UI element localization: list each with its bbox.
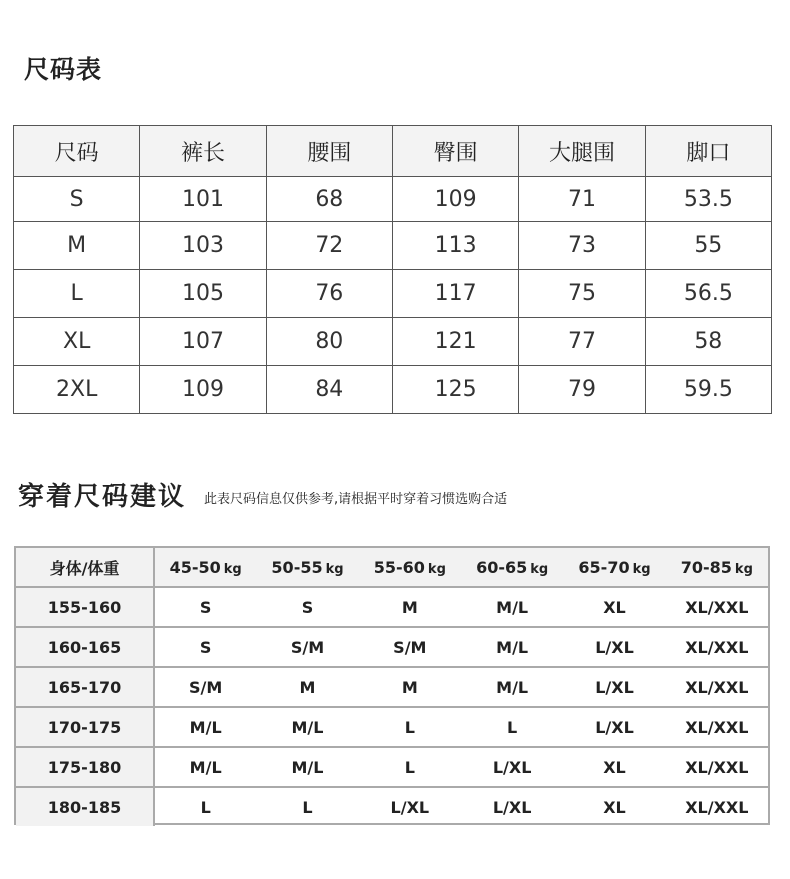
table-row (14, 366, 772, 414)
table-cell: 75 (519, 270, 645, 318)
size-cell: L (302, 797, 313, 817)
weight-unit: kg (223, 561, 242, 577)
weight-header (461, 548, 563, 587)
table-cell: 53.5 (645, 177, 771, 222)
weight-range: 60-65 (476, 557, 528, 577)
table-row (14, 222, 772, 270)
weight-range: 70-85 (680, 557, 732, 577)
header-cell: 臀围 (392, 126, 518, 177)
table-cell: 59.5 (645, 366, 771, 414)
recommendation-header-row (16, 548, 768, 587)
size-cell: S (154, 627, 256, 667)
table-cell: 58 (645, 318, 771, 366)
height-cell: 155-160 (16, 587, 154, 627)
header-cell: 脚口 (645, 126, 771, 177)
weight-header (256, 548, 358, 587)
size-cell: L (200, 797, 211, 817)
table-row (14, 270, 772, 318)
weight-header (154, 548, 256, 587)
size-cell: XL/XXL (666, 667, 768, 707)
size-cell: XL/XXL (685, 797, 749, 817)
table-cell: 79 (519, 366, 645, 414)
size-cell: L/XL (563, 627, 665, 667)
table-cell: 109 (140, 366, 266, 414)
size-cell: L/XL (563, 667, 665, 707)
table-cell: 72 (266, 222, 392, 270)
size-cell: L/XL (563, 707, 665, 747)
size-cell: XL/XXL (666, 627, 768, 667)
table-row (16, 707, 768, 747)
size-cell: M/L (461, 667, 563, 707)
size-chart-table (13, 125, 772, 414)
table-cell: 84 (266, 366, 392, 414)
weight-range: 65-70 (578, 557, 630, 577)
table-cell: M (14, 222, 140, 270)
size-cell: M (359, 587, 461, 627)
table-cell: 55 (645, 222, 771, 270)
size-cell: M (256, 667, 358, 707)
size-cell: M/L (256, 707, 358, 747)
table-cell: 56.5 (645, 270, 771, 318)
table-cell: 73 (519, 222, 645, 270)
recommendation-table (16, 548, 768, 826)
size-cell: L/XL (461, 747, 563, 787)
size-chart-header-row (14, 126, 772, 177)
table-cell: 105 (140, 270, 266, 318)
table-cell: 2XL (14, 366, 140, 414)
size-cell: M/L (461, 587, 563, 627)
weight-range: 55-60 (373, 557, 425, 577)
weight-unit: kg (325, 561, 344, 577)
size-cell: S/M (256, 627, 358, 667)
size-cell: S/M (154, 667, 256, 707)
table-cell: 101 (140, 177, 266, 222)
table-cell: 77 (519, 318, 645, 366)
weight-header (359, 548, 461, 587)
table-cell: 117 (392, 270, 518, 318)
header-cell: 大腿围 (519, 126, 645, 177)
size-cell: M/L (154, 747, 256, 787)
table-cell: 80 (266, 318, 392, 366)
size-cell: M (359, 667, 461, 707)
size-cell: S (154, 587, 256, 627)
size-cell: M/L (256, 747, 358, 787)
table-cell: 121 (392, 318, 518, 366)
size-cell: XL (563, 747, 665, 787)
size-cell: S (256, 587, 358, 627)
height-cell: 180-185 (16, 787, 154, 826)
size-cell: L (359, 707, 461, 747)
header-cell: 腰围 (266, 126, 392, 177)
table-row (16, 627, 768, 667)
recommendation-title: 穿着尺码建议 (18, 482, 187, 512)
header-cell: 裤长 (140, 126, 266, 177)
size-cell: L (359, 747, 461, 787)
table-cell: 103 (140, 222, 266, 270)
height-cell: 175-180 (16, 747, 154, 787)
size-cell: XL/XXL (666, 747, 768, 787)
size-cell: XL (603, 797, 626, 817)
size-cell: L/XL (492, 797, 532, 817)
table-cell: 71 (519, 177, 645, 222)
table-cell: 76 (266, 270, 392, 318)
size-cell: M/L (461, 627, 563, 667)
table-cell: S (14, 177, 140, 222)
table-cell: 113 (392, 222, 518, 270)
size-cell: XL/XXL (666, 587, 768, 627)
size-cell: L/XL (390, 797, 430, 817)
weight-unit: kg (632, 561, 651, 577)
size-cell: M/L (154, 707, 256, 747)
table-row (14, 318, 772, 366)
header-cell: 尺码 (14, 126, 140, 177)
table-cell: 68 (266, 177, 392, 222)
weight-header (666, 548, 768, 587)
table-cell: XL (14, 318, 140, 366)
weight-unit: kg (734, 561, 753, 577)
height-cell: 165-170 (16, 667, 154, 707)
weight-unit: kg (530, 561, 549, 577)
corner-header: 身体/体重 (16, 548, 154, 587)
recommendation-note: 此表尺码信息仅供参考,请根据平时穿着习惯选购合适 (204, 492, 508, 507)
table-row (14, 177, 772, 222)
recommendation-table-frame (14, 546, 770, 825)
table-cell: L (14, 270, 140, 318)
size-cell: L (461, 707, 563, 747)
table-row (16, 667, 768, 707)
table-row (16, 587, 768, 627)
weight-range: 45-50 (169, 557, 221, 577)
height-cell: 170-175 (16, 707, 154, 747)
size-cell: XL/XXL (666, 707, 768, 747)
table-cell: 107 (140, 318, 266, 366)
height-cell: 160-165 (16, 627, 154, 667)
table-cell: 109 (392, 177, 518, 222)
size-chart-title: 尺码表 (24, 55, 103, 84)
table-row (16, 747, 768, 787)
weight-range: 50-55 (271, 557, 323, 577)
weight-unit: kg (427, 561, 446, 577)
weight-header (563, 548, 665, 587)
table-cell: 125 (392, 366, 518, 414)
size-cell: XL (563, 587, 665, 627)
table-row (16, 787, 768, 826)
size-cell: S/M (359, 627, 461, 667)
